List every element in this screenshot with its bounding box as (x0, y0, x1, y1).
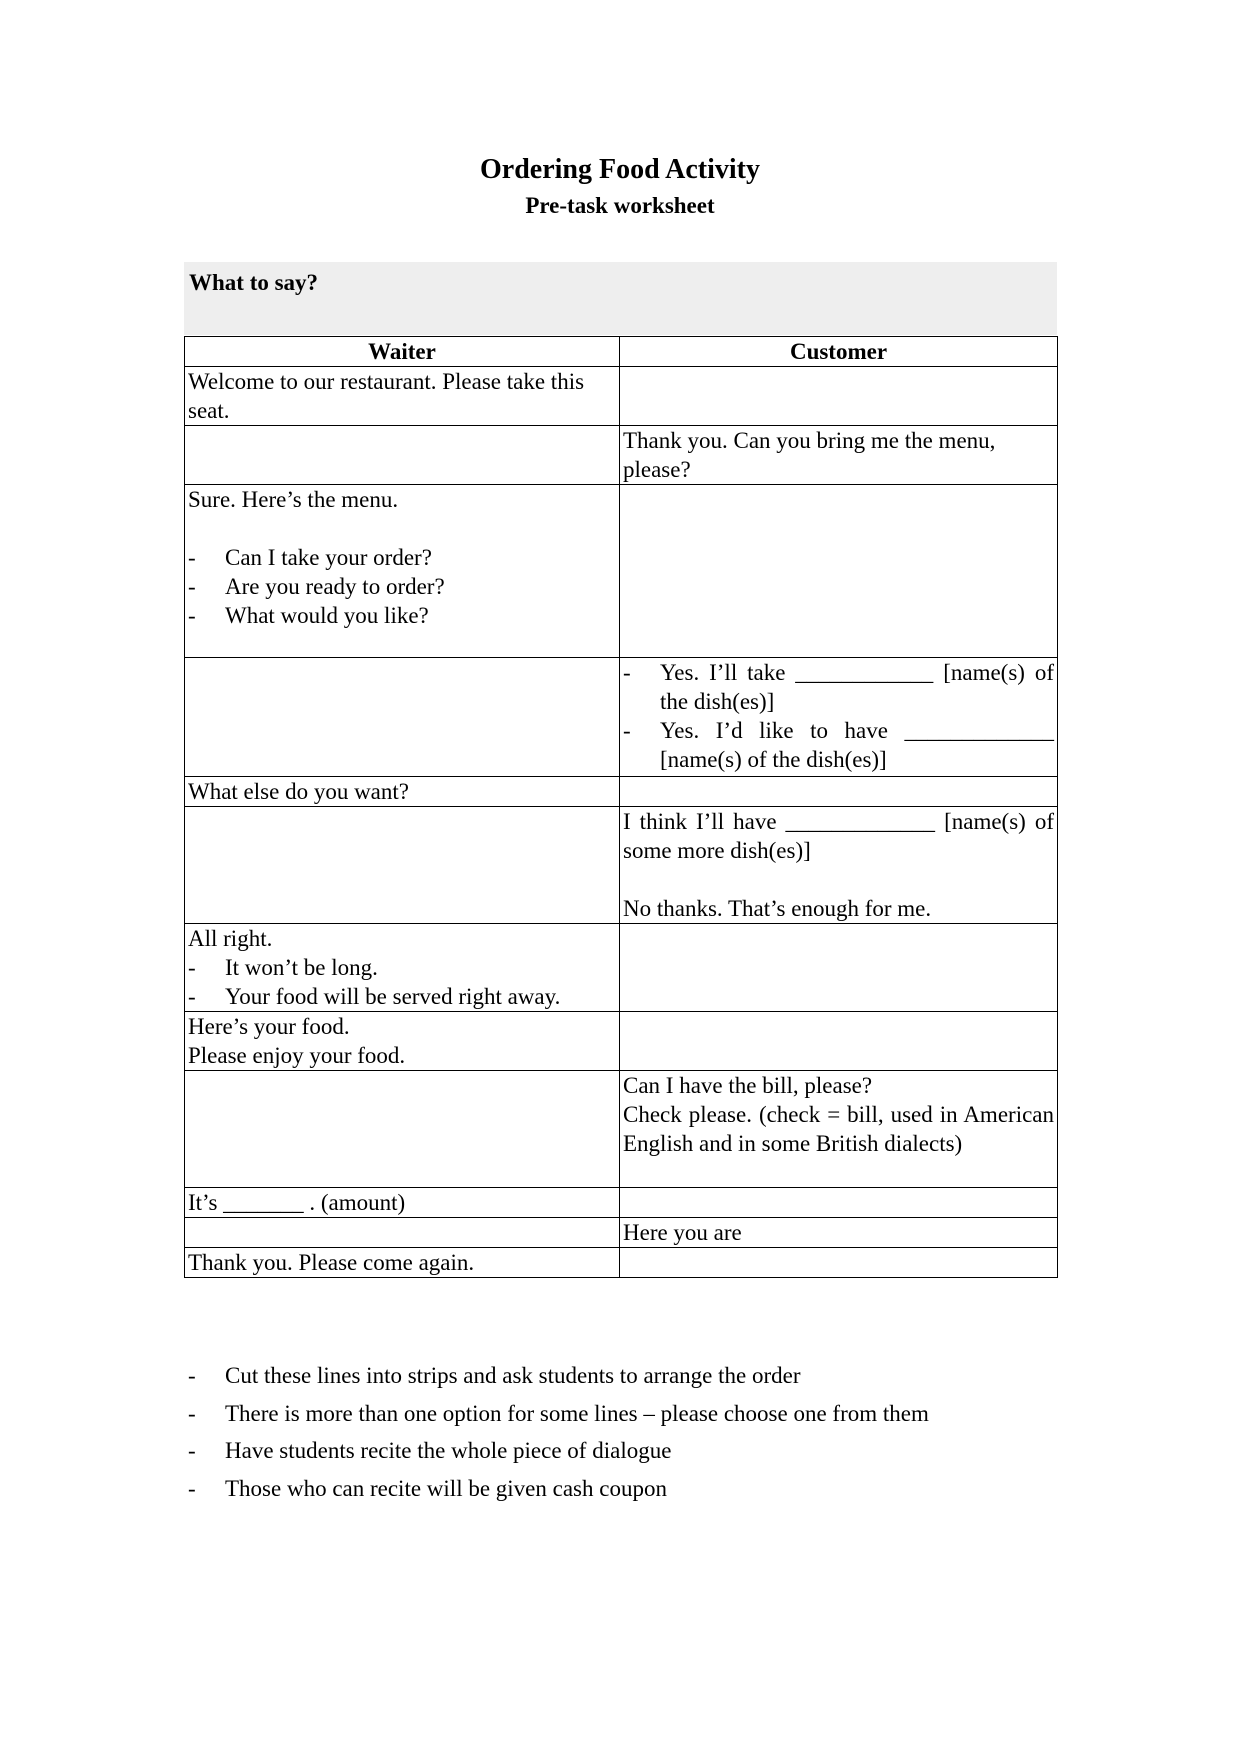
table-row (185, 924, 1058, 1012)
waiter-cell (185, 1012, 620, 1071)
waiter-cell: It’s _______ . (amount) (185, 1188, 620, 1218)
cell-spacer (623, 865, 1054, 894)
customer-cell (620, 1188, 1058, 1218)
waiter-cell (185, 1071, 620, 1188)
option-item: - Are you ready to order? (188, 572, 616, 601)
cell-line: Can I have the bill, please? (623, 1073, 873, 1098)
page-title: Ordering Food Activity (480, 154, 760, 185)
cell-line: Please enjoy your food. (188, 1043, 406, 1068)
customer-cell (620, 1248, 1058, 1278)
customer-cell: Thank you. Can you bring me the menu, please? (620, 426, 1058, 485)
cell-line: Here’s your food. (188, 1014, 350, 1039)
customer-cell (620, 807, 1058, 924)
section-heading (184, 262, 1057, 335)
instruction-item: - Have students recite the whole piece of dialogue (188, 1432, 1088, 1470)
waiter-cell (185, 426, 620, 485)
table-row (185, 807, 1058, 924)
table-row (185, 1012, 1058, 1071)
table-row (185, 1218, 1058, 1248)
option-item: - Yes. I’ll take ____________ [name(s) of the dish(es)] (623, 658, 1054, 716)
customer-cell (620, 1071, 1058, 1188)
table-row (185, 1188, 1058, 1218)
option-list (623, 658, 1054, 774)
customer-cell (620, 924, 1058, 1012)
table-row (185, 426, 1058, 485)
cell-line: No thanks. That’s enough for me. (623, 896, 932, 921)
cell-line: All right. (188, 926, 273, 951)
table-row (185, 1248, 1058, 1278)
cell-spacer (188, 514, 616, 543)
waiter-column-header: Waiter (185, 337, 620, 367)
option-list (188, 543, 616, 630)
instruction-item: - There is more than one option for some lines – please choose one from them (188, 1395, 1088, 1433)
option-item: - It won’t be long. (188, 953, 616, 982)
customer-column-header: Customer (620, 337, 1058, 367)
customer-cell (620, 1012, 1058, 1071)
instructions-list (188, 1357, 1088, 1507)
waiter-cell (185, 924, 620, 1012)
dialogue-table (184, 336, 1058, 1278)
waiter-cell: Welcome to our restaurant. Please take this seat. (185, 367, 620, 426)
cell-line: I think I’ll have _____________ [name(s) of some more dish(es)] (623, 809, 1054, 863)
customer-cell: Here you are (620, 1218, 1058, 1248)
table-row (185, 1071, 1058, 1188)
waiter-cell (185, 807, 620, 924)
waiter-cell (185, 1218, 620, 1248)
cell-line: Sure. Here’s the menu. (188, 487, 399, 512)
customer-cell (620, 485, 1058, 658)
section-heading-text: What to say? (189, 270, 319, 295)
cell-line: Check please. (check = bill, used in American English and in some British dialects) (623, 1102, 1054, 1156)
customer-cell (620, 777, 1058, 807)
waiter-cell (185, 658, 620, 777)
customer-cell (620, 658, 1058, 777)
waiter-cell: Thank you. Please come again. (185, 1248, 620, 1278)
option-item: - Yes. I’d like to have _____________ [name(s) of the dish(es)] (623, 716, 1054, 774)
table-row (185, 367, 1058, 426)
option-list (188, 953, 616, 1011)
option-item: - Your food will be served right away. (188, 982, 616, 1011)
waiter-cell (185, 485, 620, 658)
option-item: - What would you like? (188, 601, 616, 630)
table-header-row (185, 337, 1058, 367)
option-item: - Can I take your order? (188, 543, 616, 572)
instruction-item: - Cut these lines into strips and ask students to arrange the order (188, 1357, 1088, 1395)
page-subtitle: Pre-task worksheet (525, 193, 715, 218)
instruction-item: - Those who can recite will be given cash coupon (188, 1470, 1088, 1508)
table-row (185, 485, 1058, 658)
table-row (185, 777, 1058, 807)
waiter-cell: What else do you want? (185, 777, 620, 807)
customer-cell (620, 367, 1058, 426)
table-row (185, 658, 1058, 777)
